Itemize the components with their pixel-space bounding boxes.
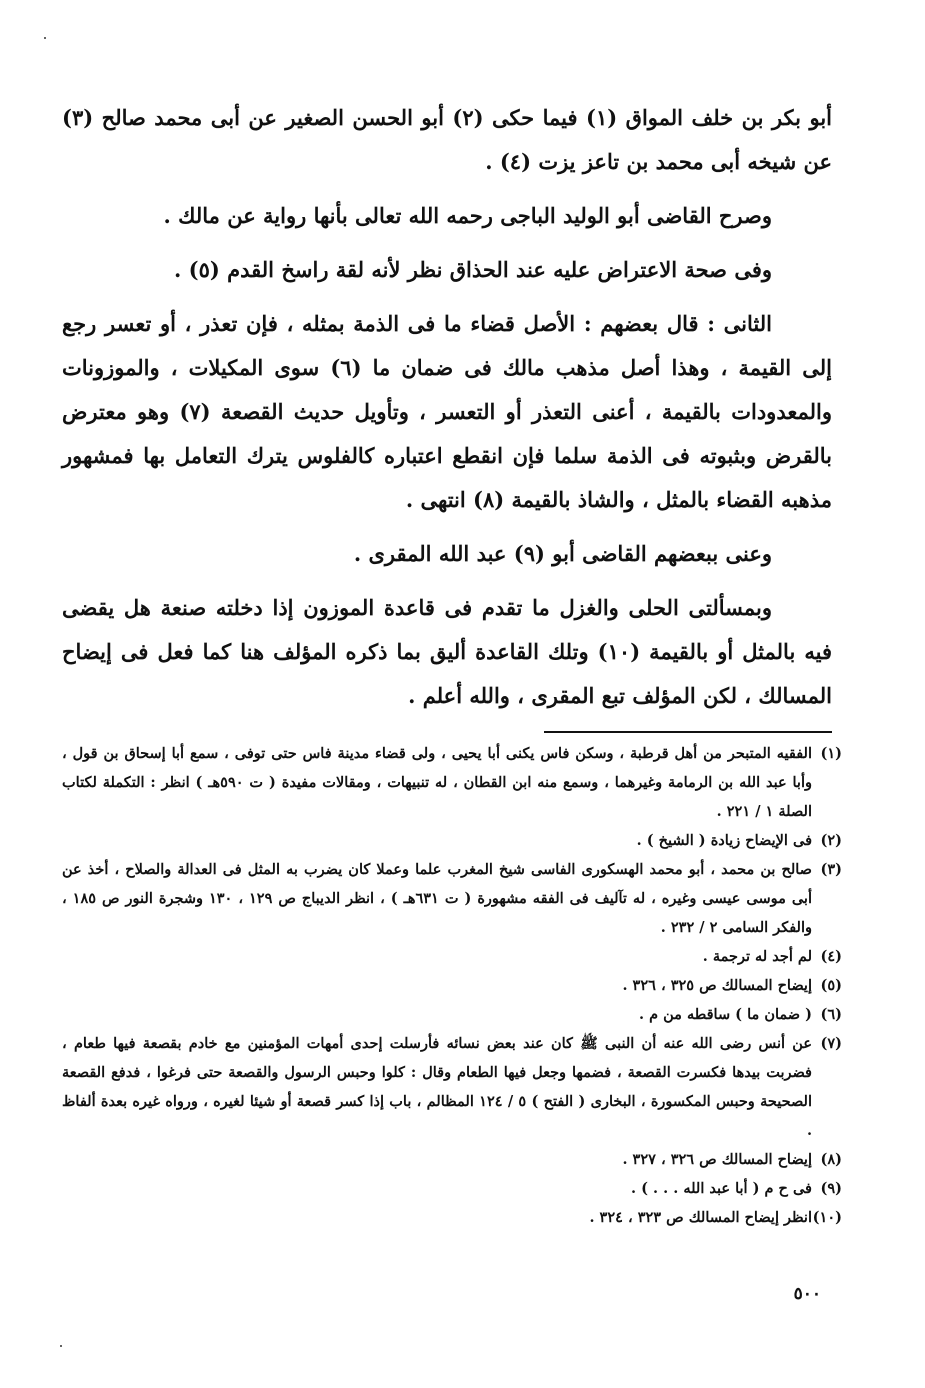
scan-speck [44,37,46,39]
paragraph: وعنى ببعضهم القاضى أبو (٩) عبد الله المقرى . [353,541,772,566]
footnote-text: إيضاح المسالك ص ٣٢٥ ، ٣٢٦ . [622,977,812,994]
footnote-text: عن أنس رضى الله عنه أن النبى ﷺ كان عند بعض نسائه فأرسلت إحدى أمهات المؤمنين مع خادم بقصعة فيها طعام ، فضربت بيدها فكسرت القصعة ، فضمها وجعل فيها الطعام وقال : كلوا وحبس الرسول والقصعة حتى فرغوا ، فدفع القصعة الصحيحة وحبس المكسورة ، البخارى ( الفتح ) ٥ / ١٢٤ المظالم ، باب إذا كسر قصعة أو شيئا لغيره ، ورواه غيره بعدة ألفاظ . [62,1035,812,1139]
paragraph: وفى صحة الاعتراض عليه عند الحذاق نظر لأنه لقة راسخ القدم (٥) . [174,257,772,282]
paragraph: أبو بكر بن خلف المواق (١) فيما حكى (٢) أبو الحسن الصغير عن أبى محمد صالح (٣) عن شيخه أبى محمد بن تاعز يزت (٤) . [62,105,832,174]
footnote-text: الفقيه المتبحر من أهل قرطبة ، وسكن فاس يكنى أبا يحيى ، ولى قضاء مدينة فاس حتى توفى ، سمع أبا إسحاق بن قول ، وأبا عبد الله بن الرمامة وغيرهما ، وسمع منه ابن القطان ، له تنبيهات ، ومقالات مفيدة ( ت ٥٩٠هـ ) انظر : التكملة لكتاب الصلة ١ / ٢٢١ . [62,745,812,820]
footnote-text: فى ح م ( أبا عبد الله . . . ) . [631,1180,812,1197]
footnote-text: فى الإيضاح زيادة ( الشيخ ) . [636,832,812,849]
footnote-text: انظر إيضاح المسالك ص ٣٢٣ ، ٣٢٤ . [589,1209,812,1226]
footnote-number: (١٠) [812,1209,842,1226]
main-text [62,96,832,718]
footnote-number: (١) [820,745,842,762]
footnote-text: لم أجد له ترجمة . [702,948,812,965]
footnote-number: (٥) [820,977,842,994]
footnote [62,971,842,1000]
footnote-number: (٤) [820,948,842,965]
footnote-number: (٣) [820,861,842,878]
page-number: ٥٠٠ [793,1284,821,1304]
footnote-number: (٨) [820,1151,842,1168]
scan-speck [60,1345,62,1347]
footnote-number: (٩) [820,1180,842,1197]
footnote-text: صالح بن محمد ، أبو محمد الهسكورى الفاسى شيخ المغرب علما وعملا كان يضرب به المثل فى العدالة والصلاح ، أخذ عن أبى موسى عيسى وغيره ، له تآليف فى الفقه مشهورة ( ت ٦٣١هـ ) ، انظر الديباج ص ١٢٩ ، ١٣٠ وشجرة النور ص ١٨٥ ، والفكر السامى ٢ / ٢٣٢ . [62,861,812,936]
footnote-number: (٦) [820,1006,842,1023]
footnote [62,1029,842,1145]
footnote-number: (٧) [820,1035,842,1052]
footnote [62,1174,842,1203]
paragraph: وبمسألتى الحلى والغزل ما تقدم فى قاعدة الموزون إذا دخلته صنعة هل يقضى فيه بالمثل أو بالقيمة (١٠) وتلك القاعدة أليق بما ذكره المؤلف هنا كما فعل فى إيضاح المسالك ، لكن المؤلف تبع المقرى ، والله أعلم . [62,595,832,708]
footnote [62,1145,842,1174]
footnotes [62,739,842,1232]
footnote-text: ( ضمان ما ) ساقطه من م . [638,1006,812,1023]
footnote [62,942,842,971]
paragraph: وصرح القاضى أبو الوليد الباجى رحمه الله تعالى بأنها رواية عن مالك . [163,203,772,228]
footnote [62,1000,842,1029]
footnote [62,1203,842,1232]
paragraph: الثانى : قال بعضهم : الأصل قضاء ما فى الذمة بمثله ، فإن تعذر ، أو تعسر رجع إلى القيمة ، وهذا أصل مذهب مالك فى ضمان ما (٦) سوى المكيلات ، والموزونات والمعدودات بالقيمة ، أعنى التعذر أو التعسر ، وتأويل حديث القصعة (٧) وهو معترض بالقرض وبثبوته فى الذمة سلما فإن انقطع اعتباره كالفلوس يترك التعامل بها فمشهور مذهبه القضاء بالمثل ، والشاذ بالقيمة (٨) انتهى . [62,311,832,512]
footnote [62,739,842,826]
footnote-text: إيضاح المسالك ص ٣٢٦ ، ٣٢٧ . [622,1151,812,1168]
footnote-separator [544,731,832,733]
footnote [62,855,842,942]
footnote [62,826,842,855]
footnote-number: (٢) [820,832,842,849]
